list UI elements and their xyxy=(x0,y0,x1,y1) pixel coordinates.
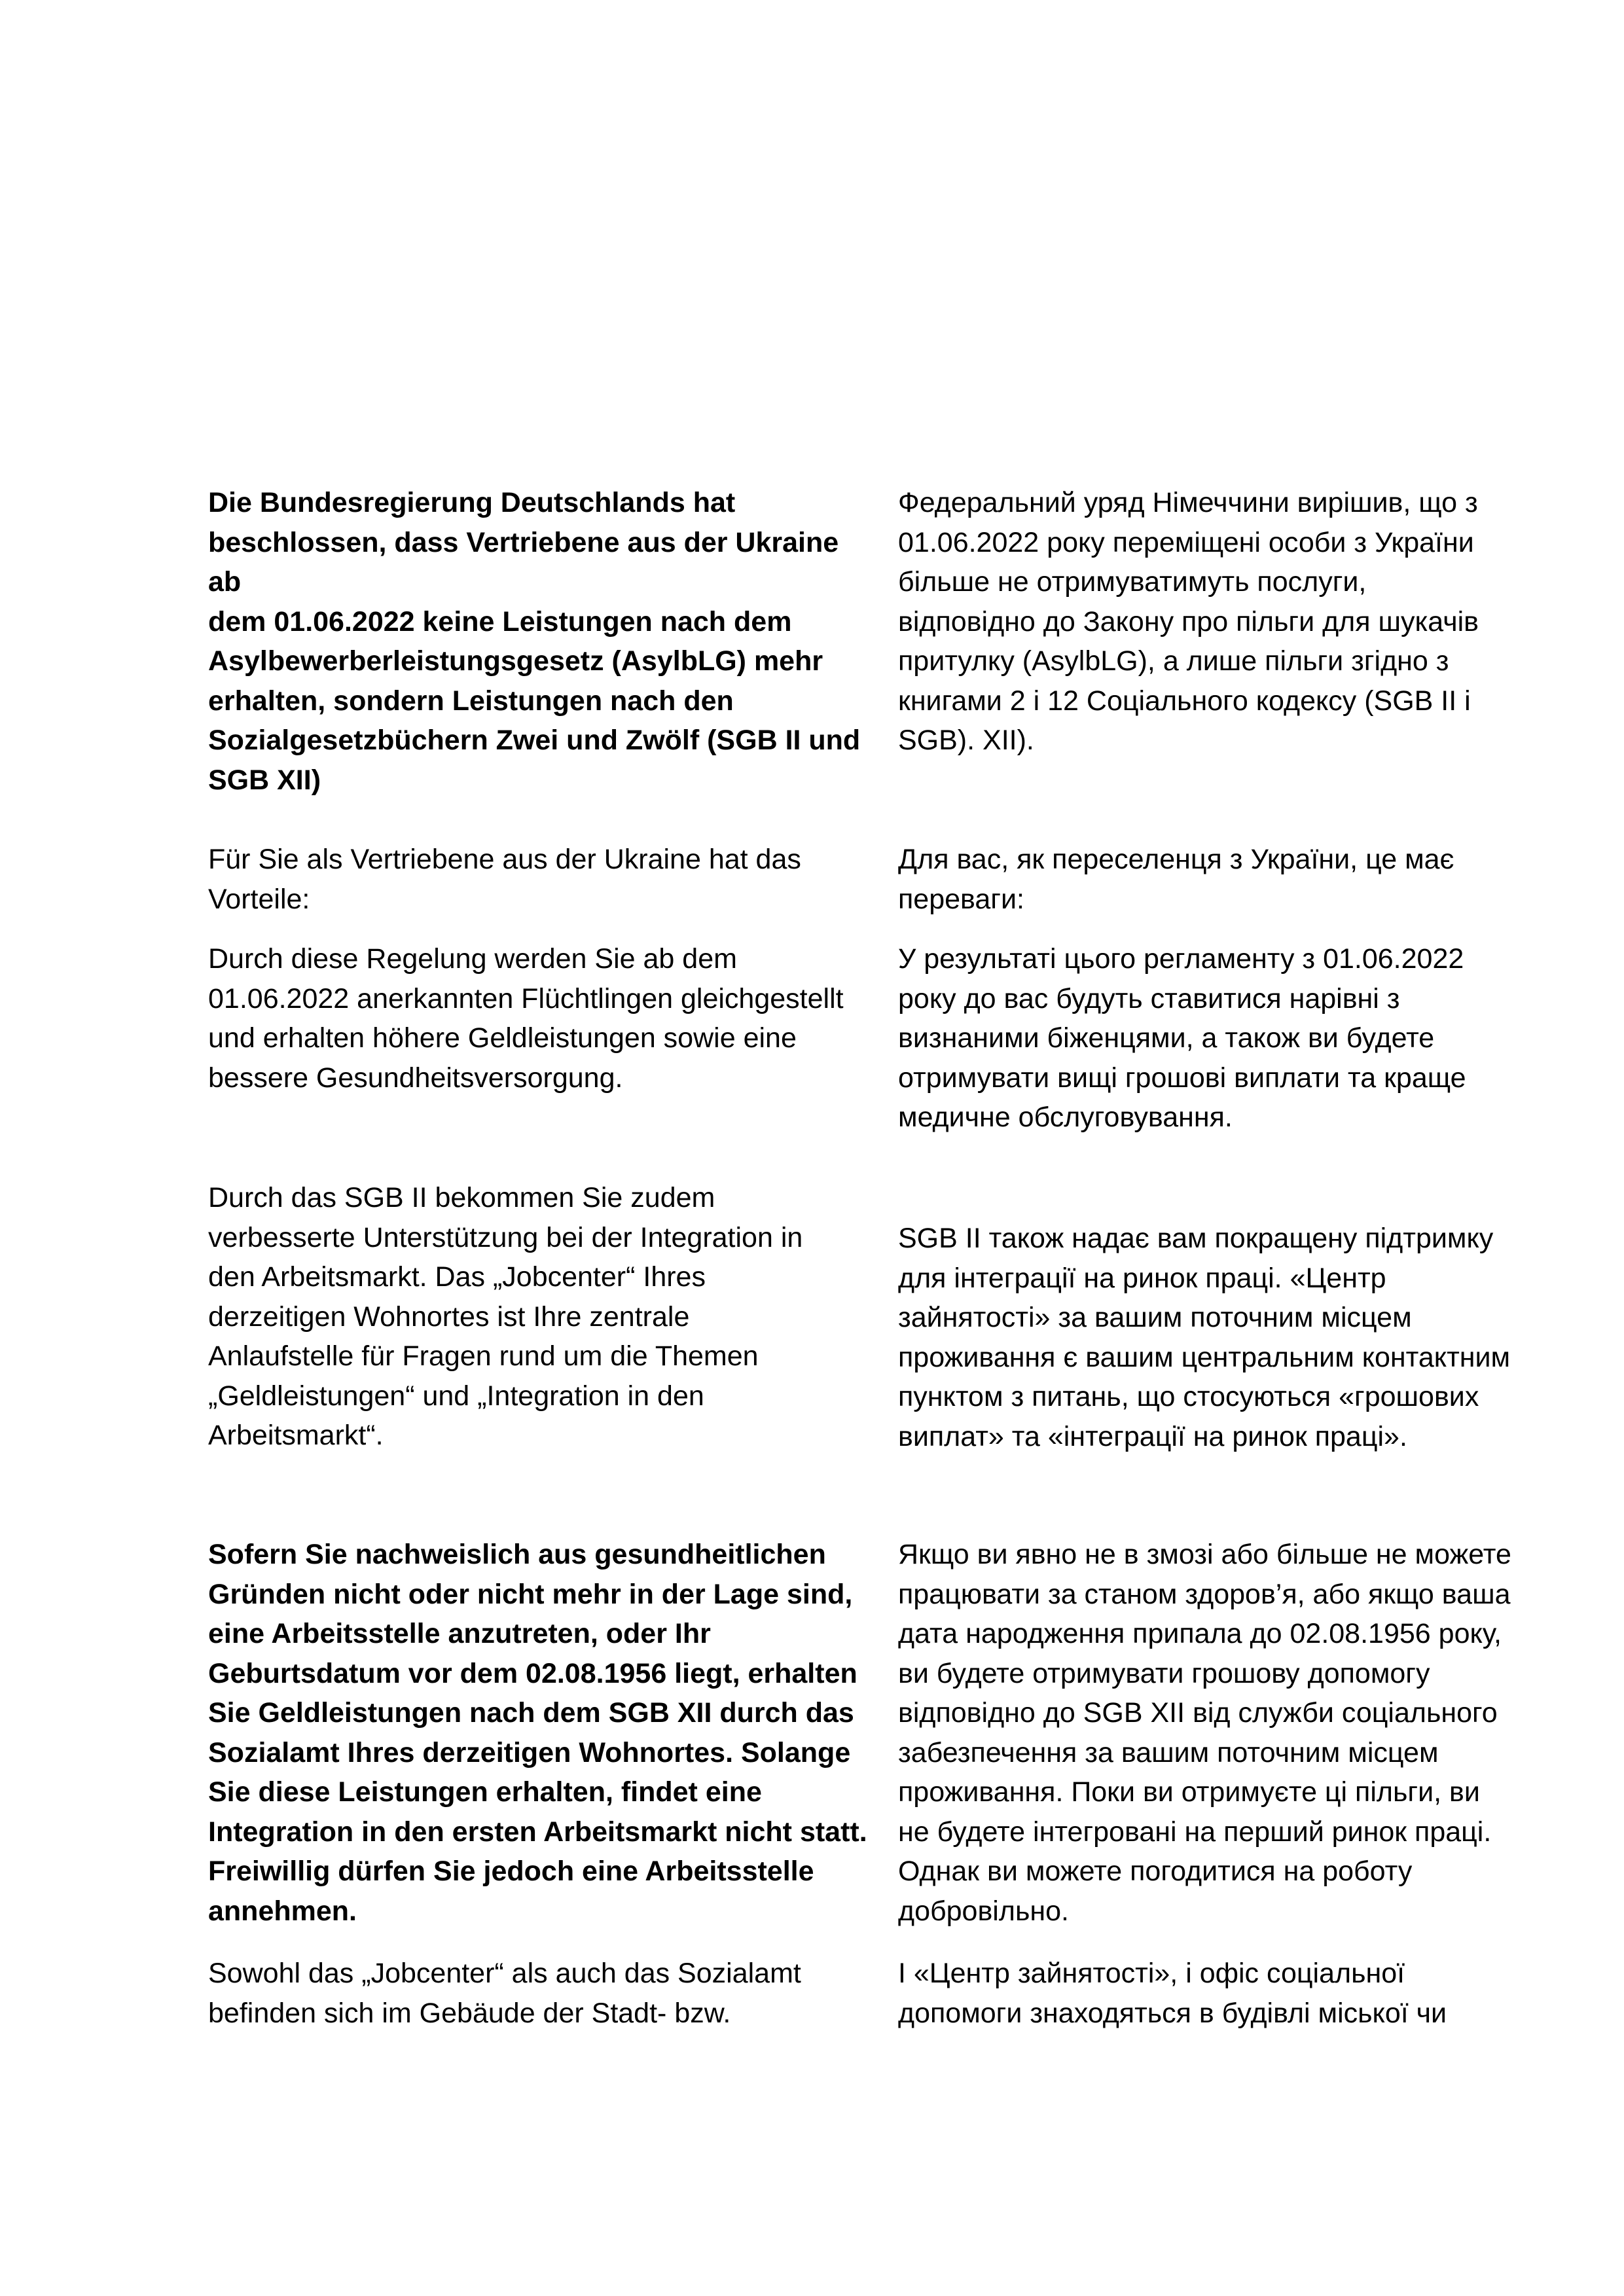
paragraph-de-jobcenter: Durch das SGB II bekommen Sie zudem verbesserte Unterstützung bei der Integration in den Arbeitsmarkt. Das „Jobcenter“ Ihres derzeitigen Wohnortes ist Ihre zentrale Anlaufstelle für Fragen rund um die Themen „Geldleistungen“ und „Integration in den Arbeitsmarkt“. xyxy=(208,1182,803,1451)
paragraph-uk-jobcenter: SGB II також надає вам покращену підтримку для інтеграції на ринок праці. «Центр зайнятості» за вашим поточним місцем проживання є вашим центральним контактним пунктом з питань, що стосуються «грошових виплат» та «інтеграції на ринок праці». xyxy=(898,1223,1511,1452)
paragraph-uk-decision: Федеральний уряд Німеччини вирішив, що з 01.06.2022 року переміщені особи з України більше не отримуватимуть послуги, відповідно до Закону про пільги для шукачів притулку (AsylbLG), а лише пільги згідно з книгами 2 і 12 Соціального кодексу (SGB II і SGB). XII). xyxy=(898,487,1479,756)
paragraph-de-location: Sowohl das „Jobcenter“ als auch das Sozialamt befinden sich im Gebäude der Stadt- bzw. xyxy=(208,1958,801,2029)
paragraph-uk-advantages-intro: Для вас, як переселенця з України, це має переваги: xyxy=(898,844,1454,915)
paragraph-de-advantages-intro: Für Sie als Vertriebene aus der Ukraine hat das Vorteile: xyxy=(208,844,801,915)
paragraph-uk-location: І «Центр зайнятості», і офіс соціальної допомоги знаходяться в будівлі міської чи xyxy=(898,1958,1447,2029)
paragraph-de-decision: Die Bundesregierung Deutschlands hat beschlossen, dass Vertriebene aus der Ukraine ab dem 01.06.2022 keine Leistungen nach dem Asylbewerberleistungsgesetz (AsylbLG) mehr erhalten, sondern Leistungen nach den Sozialgesetzbüchern Zwei und Zwölf (SGB II und SGB XII) xyxy=(208,487,861,796)
paragraph-uk-equal-status: У результаті цього регламенту з 01.06.2022 року до вас будуть ставитися нарівні з визнаними біженцями, а також ви будете отримувати вищі грошові виплати та краще медичне обслуговування. xyxy=(898,943,1466,1133)
paragraph-uk-sgb-xii: Якщо ви явно не в змозі або більше не можете працювати за станом здоров’я, або якщо ваша дата народження припала до 02.08.1956 року, ви будете отримувати грошову допомогу відповідно до SGB XII від служби соціального забезпечення за вашим поточним місцем проживання. Поки ви отримуєте ці пільги, ви не будете інтегровані на перший ринок праці. Однак ви можете погодитися на роботу добровільно. xyxy=(898,1539,1511,1927)
paragraph-de-sgb-xii: Sofern Sie nachweislich aus gesundheitlichen Gründen nicht oder nicht mehr in der Lage sind, eine Arbeitsstelle anzutreten, oder Ihr Geburtsdatum vor dem 02.08.1956 liegt, erhalten Sie Geldleistungen nach dem SGB XII durch das Sozialamt Ihres derzeitigen Wohnortes. Solange Sie diese Leistungen erhalten, findet eine Integration in den ersten Arbeitsmarkt nicht statt. Freiwillig dürfen Sie jedoch eine Arbeitsstelle annehmen. xyxy=(208,1539,867,1927)
paragraph-de-equal-status: Durch diese Regelung werden Sie ab dem 01.06.2022 anerkannten Flüchtlingen gleichgestellt und erhalten höhere Geldleistungen sowie eine bessere Gesundheitsversorgung. xyxy=(208,943,844,1094)
